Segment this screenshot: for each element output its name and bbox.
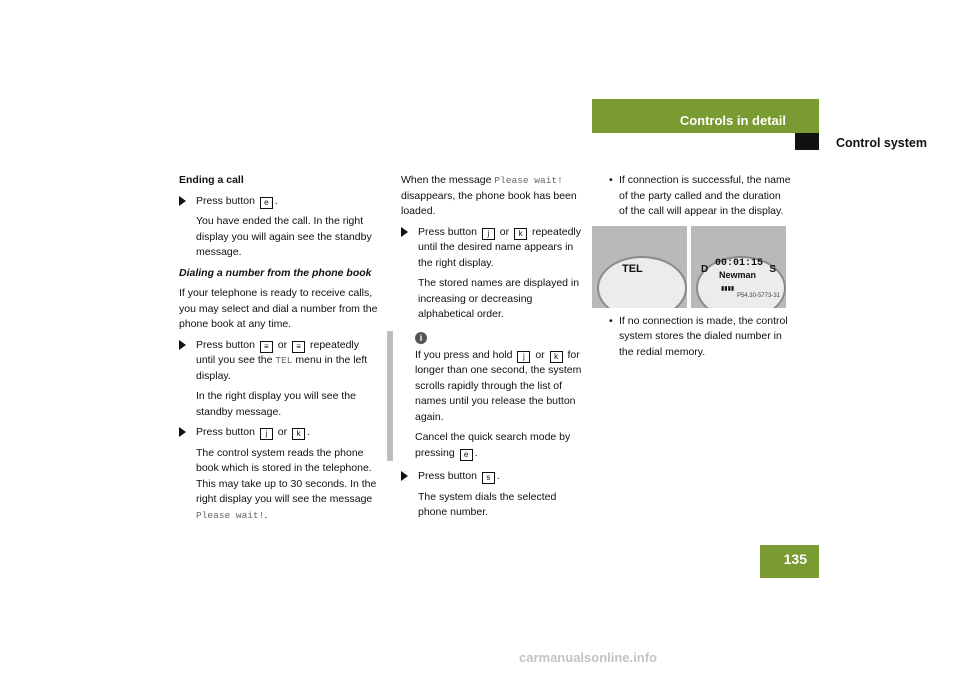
please-wait-text: Please wait! xyxy=(494,175,563,186)
scroll-down-key-icon: k xyxy=(292,428,305,440)
step-press-dial: Press button s . xyxy=(401,469,583,485)
step-arrow-icon xyxy=(179,196,186,206)
bullet-dot: • xyxy=(609,314,613,327)
info-note xyxy=(401,331,583,462)
phonebook-loaded-text: When the message Please wait! disappears, the phone book has been loaded. xyxy=(401,174,577,217)
menu-key-icon: ≡ xyxy=(292,341,305,353)
step-press-end: Press button e . xyxy=(179,194,379,210)
step-scroll-names: Press button j or k repeatedly until the desired name appears in the right display. xyxy=(401,225,583,272)
header-bar xyxy=(592,99,819,133)
call-duration: 00:01:15 xyxy=(715,257,764,269)
send-key-icon: s xyxy=(482,472,495,484)
caller-name: Newman xyxy=(719,269,757,280)
step-result: The control system reads the phone book which is stored in the telephone. This may take up to 30 seconds. In the right display you will see the message Please wait!. xyxy=(196,446,377,521)
right-display xyxy=(691,226,786,308)
step-result: In the right display you will see the standby message. xyxy=(196,390,356,418)
info-icon: i xyxy=(415,332,427,344)
column-2 xyxy=(401,173,583,526)
column-1 xyxy=(179,173,379,528)
info-text: If you press and hold j or k for longer than one second, the system scrolls rapidly through the list of names until you release the button again. xyxy=(415,348,582,423)
section-title: Controls in detail xyxy=(679,113,786,128)
info-bar xyxy=(387,331,393,462)
section-subtitle: Control system xyxy=(836,136,927,150)
step-press-scroll: Press button j or k . xyxy=(179,425,379,441)
step-arrow-icon xyxy=(401,471,408,481)
scroll-down-key-icon: k xyxy=(550,351,563,363)
page-number-box xyxy=(760,545,819,578)
step-result: You have ended the call. In the right display you will again see the standby message. xyxy=(196,215,372,258)
header-tab-marker xyxy=(795,133,819,150)
illustration-code: P54.30-5773-31 xyxy=(736,293,780,299)
step-result: The stored names are displayed in increasing or decreasing alphabetical order. xyxy=(418,277,580,320)
column-3 xyxy=(609,173,791,365)
menu-key-icon: ≡ xyxy=(260,341,273,353)
step-arrow-icon xyxy=(179,427,186,437)
scroll-up-key-icon: j xyxy=(260,428,273,440)
heading-ending-call: Ending a call xyxy=(179,174,244,186)
step-select-tel-menu: Press button ≡ or ≡ repeatedly until you see the TEL menu in the left display. xyxy=(179,338,379,385)
bullet-no-connection: • If no connection is made, the control system stores the dialed number in the redial memory. xyxy=(609,314,788,358)
d-marker: D xyxy=(701,263,709,275)
info-cancel-text: Cancel the quick search mode by pressing e . xyxy=(415,431,571,459)
scroll-up-key-icon: j xyxy=(517,351,530,363)
left-display xyxy=(592,226,687,308)
intro-text: If your telephone is ready to receive calls, you may select and dial a number from the phone book at any time. xyxy=(179,287,378,330)
display-illustration xyxy=(592,226,786,308)
tel-display-text: TEL xyxy=(275,355,293,366)
tel-label: TEL xyxy=(622,262,643,275)
scroll-down-key-icon: k xyxy=(514,228,527,240)
please-wait-text: Please wait! xyxy=(196,509,265,521)
scroll-up-key-icon: j xyxy=(482,228,495,240)
bullet-connection-success: • If connection is successful, the name of the party called and the duration of the call will appear in the display. xyxy=(609,174,791,217)
step-result: The system dials the selected phone number. xyxy=(418,490,557,518)
bullet-dot: • xyxy=(609,174,613,186)
page-number: 135 xyxy=(783,551,807,567)
subheading-dialing: Dialing a number from the phone book xyxy=(179,266,372,279)
step-arrow-icon xyxy=(401,227,408,237)
watermark-text: carmanualsonline.info xyxy=(519,650,657,665)
end-call-key-icon: e xyxy=(460,449,473,461)
end-call-key-icon: e xyxy=(260,197,273,209)
step-arrow-icon xyxy=(179,340,186,350)
s-marker: S xyxy=(769,263,776,275)
signal-icon: ▮▮▮▮ xyxy=(721,285,735,292)
